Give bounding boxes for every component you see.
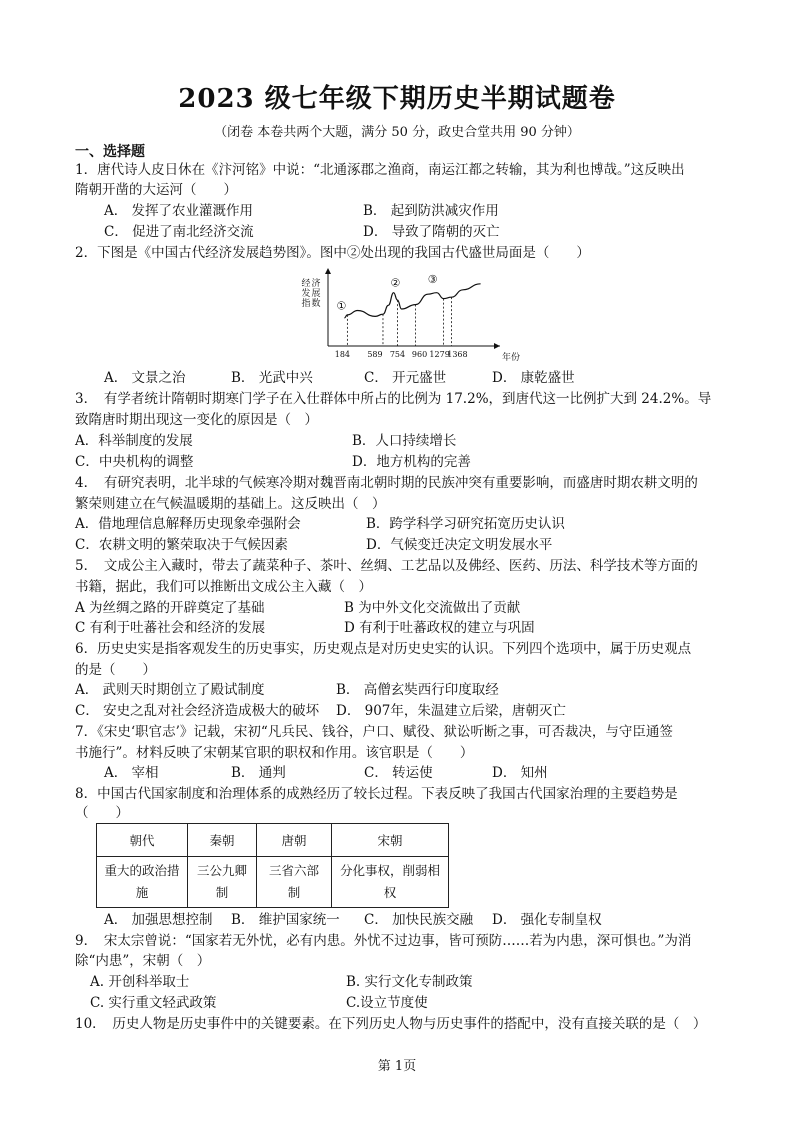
chart-marker: ③	[427, 273, 438, 287]
chart-tick-label: 1279	[429, 350, 450, 359]
chart-tick-label: 589	[367, 350, 383, 359]
chart-tick-label: 754	[389, 350, 406, 359]
q8-option-d: D． 强化专制皇权	[492, 912, 602, 928]
q2-stem: 2．下图是《中国古代经济发展趋势图》。图中②处出现的我国古代盛世局面是（ ）	[75, 245, 590, 261]
q9-option-b: B. 实行文化专制政策	[346, 974, 473, 990]
chart-tick-label: 960	[411, 350, 428, 359]
chart-y-label-char: 济	[311, 279, 321, 289]
q8-cell-line: 重大的政治措	[104, 863, 180, 878]
economy-trend-chart	[300, 268, 530, 368]
q5-stem-line2: 书籍，据此，我们可以推断出文成公主入藏（ ）	[75, 579, 372, 595]
q7-stem-line1: 7．《宋史‘职官志’》记载，宋初“凡兵民、钱谷，户口、赋役、狱讼听断之事，可否裁决，与守臣通签	[75, 724, 673, 740]
q6-stem-line2: 的是（ ）	[75, 662, 156, 678]
q6-option-d: D． 907年，朱温建立后梁，唐朝灭亡	[336, 703, 566, 719]
q9-stem-line1: 9． 宋太宗曾说：“国家若无外忧，必有内患。外忧不过边事，皆可预防……若为内患，深可惧也。”为消	[75, 933, 692, 949]
q8-option-a: A． 加强思想控制	[104, 912, 213, 928]
q2-option-a: A． 文景之治	[104, 370, 186, 386]
q8-header-cell: 唐朝	[257, 824, 332, 857]
chart-y-axis-label	[301, 277, 320, 309]
q1-option-b: B． 起到防洪减灾作用	[363, 203, 499, 219]
q4-option-c: C．农耕文明的繁荣取决于气候因素	[75, 537, 288, 553]
exam-subtitle: （闭卷 本卷共两个大题，满分 50 分，政史合堂共用 90 分钟）	[214, 125, 580, 140]
q5-option-a: A 为丝绸之路的开辟奠定了基础	[75, 600, 265, 616]
q8-option-c: C． 加快民族交融	[364, 912, 474, 928]
q8-cell	[188, 857, 257, 908]
chart-y-label-char: 指	[301, 299, 311, 309]
q9-option-a: A. 开创科举取士	[90, 974, 190, 990]
section-heading: 一、选择题	[75, 144, 145, 160]
q8-cell-line: 分化事权，削弱相	[339, 863, 440, 878]
q1-stem-line2: 隋朝开凿的大运河（ ）	[75, 182, 237, 198]
q5-stem-line1: 5． 文成公主入藏时，带去了蔬菜种子、茶叶、丝绸、工艺品以及佛经、医药、历法、科学技术等方面的	[75, 558, 698, 574]
q8-table-row	[97, 857, 449, 908]
chart-marker: ②	[390, 276, 401, 290]
q6-option-c: C． 安史之乱对社会经济造成极大的破坏	[75, 703, 320, 719]
q8-cell	[257, 857, 332, 908]
q7-option-a: A． 宰相	[104, 765, 159, 781]
q2-option-d: D． 康乾盛世	[492, 370, 575, 386]
q2-option-b: B． 光武中兴	[231, 370, 313, 386]
q4-option-b: B．跨学科学习研究拓宽历史认识	[366, 516, 565, 532]
q8-cell-line: 权	[383, 885, 397, 900]
chart-tick-label: 184	[334, 350, 351, 359]
q5-option-d: D 有利于吐蕃政权的建立与巩固	[344, 620, 535, 636]
q8-cell	[332, 857, 449, 908]
q4-option-a: A．借地理信息解释历史现象牵强附会	[75, 516, 301, 532]
q7-option-b: B． 通判	[231, 765, 286, 781]
q9-stem-line2: 除“内患”，宋朝（ ）	[75, 953, 211, 969]
q9-option-d: C.设立节度使	[346, 995, 428, 1011]
q8-stem-line1: 8．中国古代国家制度和治理体系的成熟经历了较长过程。下表反映了我国古代国家治理的主要趋势是	[75, 786, 678, 802]
chart-tick-labels	[335, 350, 468, 359]
q9-option-c: C. 实行重文轻武政策	[90, 995, 217, 1011]
q10-stem: 10． 历史人物是历史事件中的关键要素。在下列历史人物与历史事件的搭配中，没有直接关联的是（ ）	[75, 1016, 707, 1032]
chart-y-label-char: 展	[311, 289, 321, 299]
q3-stem-line1: 3． 有学者统计隋朝时期寒门学子在入仕群体中所占的比例为 17.2%，到唐代这一比例扩大到 24.2%。导	[75, 391, 712, 407]
q3-option-d: D．地方机构的完善	[352, 454, 471, 470]
q8-cell-line: 施	[135, 885, 149, 900]
chart-y-label-char: 发	[301, 289, 311, 299]
q8-header-cell: 秦朝	[188, 824, 257, 857]
q6-stem-line1: 6．历史史实是指客观发生的历史事实，历史观点是对历史史实的认识。下列四个选项中，属于历史观点	[75, 641, 692, 657]
q6-option-a: A． 武则天时期创立了殿试制度	[75, 682, 265, 698]
q1-option-c: C． 促进了南北经济交流	[104, 224, 254, 240]
q8-header-cell: 宋朝	[332, 824, 449, 857]
q8-table-header-row	[97, 824, 449, 857]
q1-option-a: A． 发挥了农业灌溉作用	[104, 203, 254, 219]
q4-stem-line1: 4． 有研究表明，北半球的气候寒冷期对魏晋南北朝时期的民族冲突有重要影响，而盛唐时期农耕文明的	[75, 475, 698, 491]
chart-trend-line	[344, 284, 480, 318]
q1-option-d: D． 导致了隋朝的灭亡	[363, 224, 500, 240]
q2-option-c: C． 开元盛世	[364, 370, 447, 386]
chart-marker: ①	[336, 299, 347, 313]
chart-y-label-char: 经	[301, 279, 311, 289]
q8-cell-line: 制	[215, 885, 229, 900]
q6-option-b: B． 高僧玄奘西行印度取经	[336, 682, 499, 698]
q8-cell-line: 三省六部	[268, 863, 319, 878]
q3-option-b: B．人口持续增长	[352, 433, 457, 449]
q8-option-b: B． 维护国家统一	[231, 912, 340, 928]
q8-cell-line: 制	[287, 885, 301, 900]
q7-stem-line2: 书施行”。材料反映了宋朝某官职的职权和作用。该官职是（ ）	[75, 745, 474, 761]
q4-option-d: D．气候变迁决定文明发展水平	[366, 537, 553, 553]
q8-table	[96, 823, 449, 908]
q8-header-cell: 朝代	[97, 824, 188, 857]
q5-option-b: B 为中外文化交流做出了贡献	[344, 600, 521, 616]
q7-option-d: D． 知州	[492, 765, 548, 781]
chart-x-axis-arrow	[494, 343, 500, 349]
q8-stem-line2: （ ）	[75, 805, 129, 821]
q8-cell-line: 三公九卿	[196, 863, 247, 878]
chart-tick-label: 1368	[447, 350, 468, 359]
q7-option-c: C． 转运使	[364, 765, 433, 781]
q1-stem-line1: 1．唐代诗人皮日休在《汴河铭》中说：“北通涿郡之渔商，南运江都之转输，其为利也博哉。”这反映出	[75, 162, 685, 178]
q8-cell	[97, 857, 188, 908]
q5-option-c: C 有利于吐蕃社会和经济的发展	[75, 620, 266, 636]
q4-stem-line2: 繁荣则建立在气候温暖期的基础上。这反映出（ ）	[75, 496, 386, 512]
page-number: 第 1页	[377, 1059, 417, 1074]
chart-y-axis-arrow	[325, 268, 331, 274]
chart-x-axis-label: 年份	[502, 353, 521, 363]
q3-option-a: A．科举制度的发展	[75, 433, 193, 449]
q3-stem-line2: 致隋唐时期出现这一变化的原因是（ ）	[75, 412, 318, 428]
chart-y-label-char: 数	[311, 299, 321, 309]
exam-title: 2023 级七年级下期历史半期试题卷	[178, 84, 616, 114]
q3-option-c: C．中央机构的调整	[75, 454, 194, 470]
